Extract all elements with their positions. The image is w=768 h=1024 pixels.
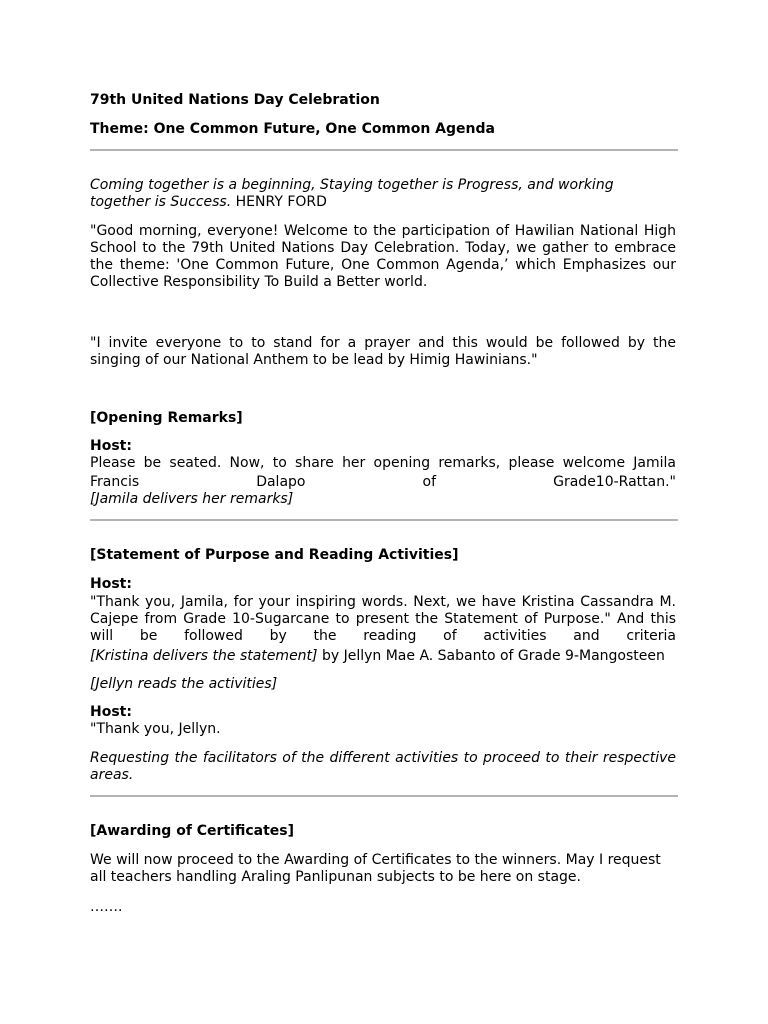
document-title: 79th United Nations Day Celebration [90, 92, 380, 108]
purpose-host-label-2: Host: [90, 704, 132, 720]
purpose-host-text: "Thank you, Jamila, for your inspiring words. Next, we have Kristina Cassandra M. Cajepe from Grade 10-Sugarcane to present the Statement of Purpose." And this will be followed by the reading of activities and criteria [90, 594, 676, 644]
awarding-heading: [Awarding of Certificates] [90, 823, 294, 839]
purpose-thanks: "Thank you, Jellyn. [90, 721, 221, 737]
opening-stage-direction: [Jamila delivers her remarks] [90, 491, 294, 507]
purpose-heading: [Statement of Purpose and Reading Activities] [90, 547, 459, 563]
purpose-stage-line [90, 648, 676, 665]
divider [90, 519, 678, 521]
purpose-host-label: Host: [90, 576, 132, 592]
divider [90, 795, 678, 797]
quote-text: Coming together is a beginning, Staying together is Progress, and working together is Success. [90, 177, 614, 210]
welcome-paragraph: "Good morning, everyone! Welcome to the participation of Hawilian National High School to the 79th United Nations Day Celebration. Today, we gather to embrace the theme: 'One Common Future, One Common Agenda,’ which Emphasizes our Collective Responsibility To Build a Better world. [90, 223, 676, 290]
purpose-stage-direction: [Kristina delivers the statement] [90, 648, 318, 664]
purpose-stage-continuation: by Jellyn Mae A. Sabanto of Grade 9-Mangosteen [317, 648, 665, 664]
opening-host-line-2: Francis Dalapo of Grade10-Rattan." [90, 474, 676, 490]
opening-host-label: Host: [90, 438, 132, 454]
opening-remarks-heading: [Opening Remarks] [90, 410, 243, 426]
divider [90, 149, 678, 151]
awarding-paragraph: We will now proceed to the Awarding of Certificates to the winners. May I request all teachers handling Araling Panlipunan subjects to be here on stage. [90, 852, 661, 885]
document-theme: Theme: One Common Future, One Common Agenda [90, 121, 495, 137]
facilitators-request: Requesting the facilitators of the different activities to proceed to their respective areas. [90, 750, 676, 783]
continuation-ellipsis: ……. [90, 899, 123, 915]
opening-host-line-1: Please be seated. Now, to share her opening remarks, please welcome Jamila [90, 455, 676, 471]
opening-quote [90, 177, 676, 211]
quote-author: HENRY FORD [235, 194, 327, 210]
jellyn-stage-direction: [Jellyn reads the activities] [90, 676, 278, 692]
invite-paragraph: "I invite everyone to to stand for a prayer and this would be followed by the singing of our National Anthem to be lead by Himig Hawinians." [90, 335, 676, 368]
